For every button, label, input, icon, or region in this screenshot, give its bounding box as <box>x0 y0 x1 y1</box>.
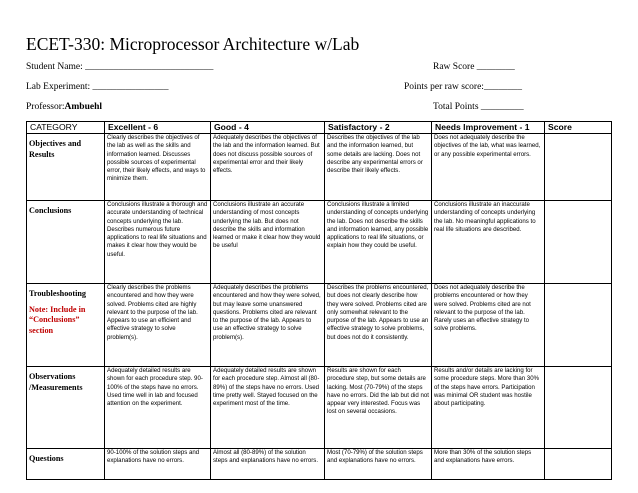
professor-field <box>26 102 102 112</box>
rubric-cell: Conclusions illustrate a thorough and accurate understanding of technical concepts underlying the lab. Describes numerous future applications to real life situations and makes it clear how they would be useful. <box>105 201 211 284</box>
raw-score-field[interactable]: Raw Score ________ <box>433 62 515 72</box>
rubric-cell: Describes the objectives of the lab and the information learned, but some details are lacking. Does not describe any experimental errors or describe their likely effects. <box>325 134 432 201</box>
rubric-cell: Results are shown for each procedure step, but some details are lacking. Most (70-79%) of the steps have no errors. Did the lab but did not appear very interested. Focus was lost on several occasions. <box>325 367 432 449</box>
rubric-cell: Clearly describes the problems encountered and how they were solved. Problems cited are highly relevant to the purpose of the lab. Appears to use an efficient and effective strategy to solve problem(s). <box>105 284 211 367</box>
header-category: CATEGORY <box>27 122 105 134</box>
rubric-cell: Does not adequately describe the objectives of the lab, what was learned, or any possible experimental errors. <box>432 134 545 201</box>
rubric-cell: Adequately describes the problems encountered and how they were solved, but may leave some unanswered questions. Problems cited are relevant to the purpose of the lab. Appears to use an effective strategy to solve problem(s). <box>211 284 325 367</box>
rubric-cell: Most (70-79%) of the solution steps and explanations have no errors. <box>325 449 432 480</box>
score-cell[interactable] <box>545 367 612 449</box>
rubric-cell: Adequately detailed results are shown for each procedure step. Almost all (80-89%) of the steps have no errors. Used time pretty well. Stayed focused on the experiment most of the time. <box>211 367 325 449</box>
table-row <box>27 367 612 449</box>
table-row <box>27 134 612 201</box>
row-label-text: Troubleshooting <box>29 289 87 298</box>
student-name-field[interactable]: Student Name: ___________________________ <box>26 62 214 72</box>
rubric-cell: Almost all (80-89%) of the solution steps and explanations have no errors. <box>211 449 325 480</box>
total-points-field[interactable]: Total Points _________ <box>433 102 524 112</box>
rubric-cell: Adequately detailed results are shown for each procedure step. 90-100% of the steps have no errors. Used time well in lab and focused attention on the experiment. <box>105 367 211 449</box>
row-label-note: Note: Include in “Conclusions” section <box>29 304 86 335</box>
rubric-cell: Results and/or details are lacking for some procedure steps. More than 30% of the steps have errors. Participation was minimal OR student was hostile about participating. <box>432 367 545 449</box>
professor-name: Ambuehl <box>64 102 103 112</box>
row-label: Questions <box>27 449 105 480</box>
header-satisfactory: Satisfactory - 2 <box>325 122 432 134</box>
rubric-cell: Clearly describes the objectives of the lab as well as the skills and information learned. Discusses possible sources of experimental error, their likely effects, and ways to minimize them. <box>105 134 211 201</box>
table-row <box>27 284 612 367</box>
row-label <box>27 284 105 367</box>
score-cell[interactable] <box>545 284 612 367</box>
rubric-cell: Describes the problems encountered, but does not clearly describe how they were solved. Problems cited are only somewhat relevant to the purpose of the lab. Appears to use an effective strategy to solve problems, but does not do it consistently. <box>325 284 432 367</box>
row-label: Conclusions <box>27 201 105 284</box>
lab-experiment-field[interactable]: Lab Experiment: ________________ <box>26 82 169 92</box>
score-cell[interactable] <box>545 449 612 480</box>
professor-label: Professor: <box>26 102 65 112</box>
row-label: Objectives and Results <box>27 134 105 201</box>
table-row <box>27 201 612 284</box>
score-cell[interactable] <box>545 134 612 201</box>
points-per-raw-score-field[interactable]: Points per raw score:________ <box>404 82 522 92</box>
header-score: Score <box>545 122 612 134</box>
rubric-cell: More than 30% of the solution steps and explanations have errors. <box>432 449 545 480</box>
rubric-cell: Conclusions illustrate an inaccurate understanding of concepts underlying the lab. No meaningful applications to real life situations are described. <box>432 201 545 284</box>
header-excellent: Excellent - 6 <box>105 122 211 134</box>
grading-rubric-table <box>26 121 612 480</box>
header-good: Good - 4 <box>211 122 325 134</box>
rubric-cell: Conclusions illustrate a limited understanding of concepts underlying the lab. Does not describe the skills and information learned, any possible applications to real life situations, or explain how they could be useful. <box>325 201 432 284</box>
rubric-cell: Does not adequately describe the problems encountered or how they were solved. Problems cited are not relevant to the purpose of the lab. Rarely uses an effective strategy to solve problems. <box>432 284 545 367</box>
rubric-cell: Adequately describes the objectives of the lab and the information learned. But does not discuss possible sources of experimental error and their likely effects. <box>211 134 325 201</box>
document-title: ECET-330: Microprocessor Architecture w/Lab <box>26 34 360 54</box>
row-label: Observations /Measurements <box>27 367 105 449</box>
table-row <box>27 449 612 480</box>
header-needs-improvement: Needs Improvement - 1 <box>432 122 545 134</box>
score-cell[interactable] <box>545 201 612 284</box>
table-header-row <box>27 122 612 134</box>
rubric-cell: 90-100% of the solution steps and explanations have no errors. <box>105 449 211 480</box>
rubric-cell: Conclusions illustrate an accurate understanding of most concepts underlying the lab. But does not describe the skills and information learned or make it clear how they would be useful <box>211 201 325 284</box>
